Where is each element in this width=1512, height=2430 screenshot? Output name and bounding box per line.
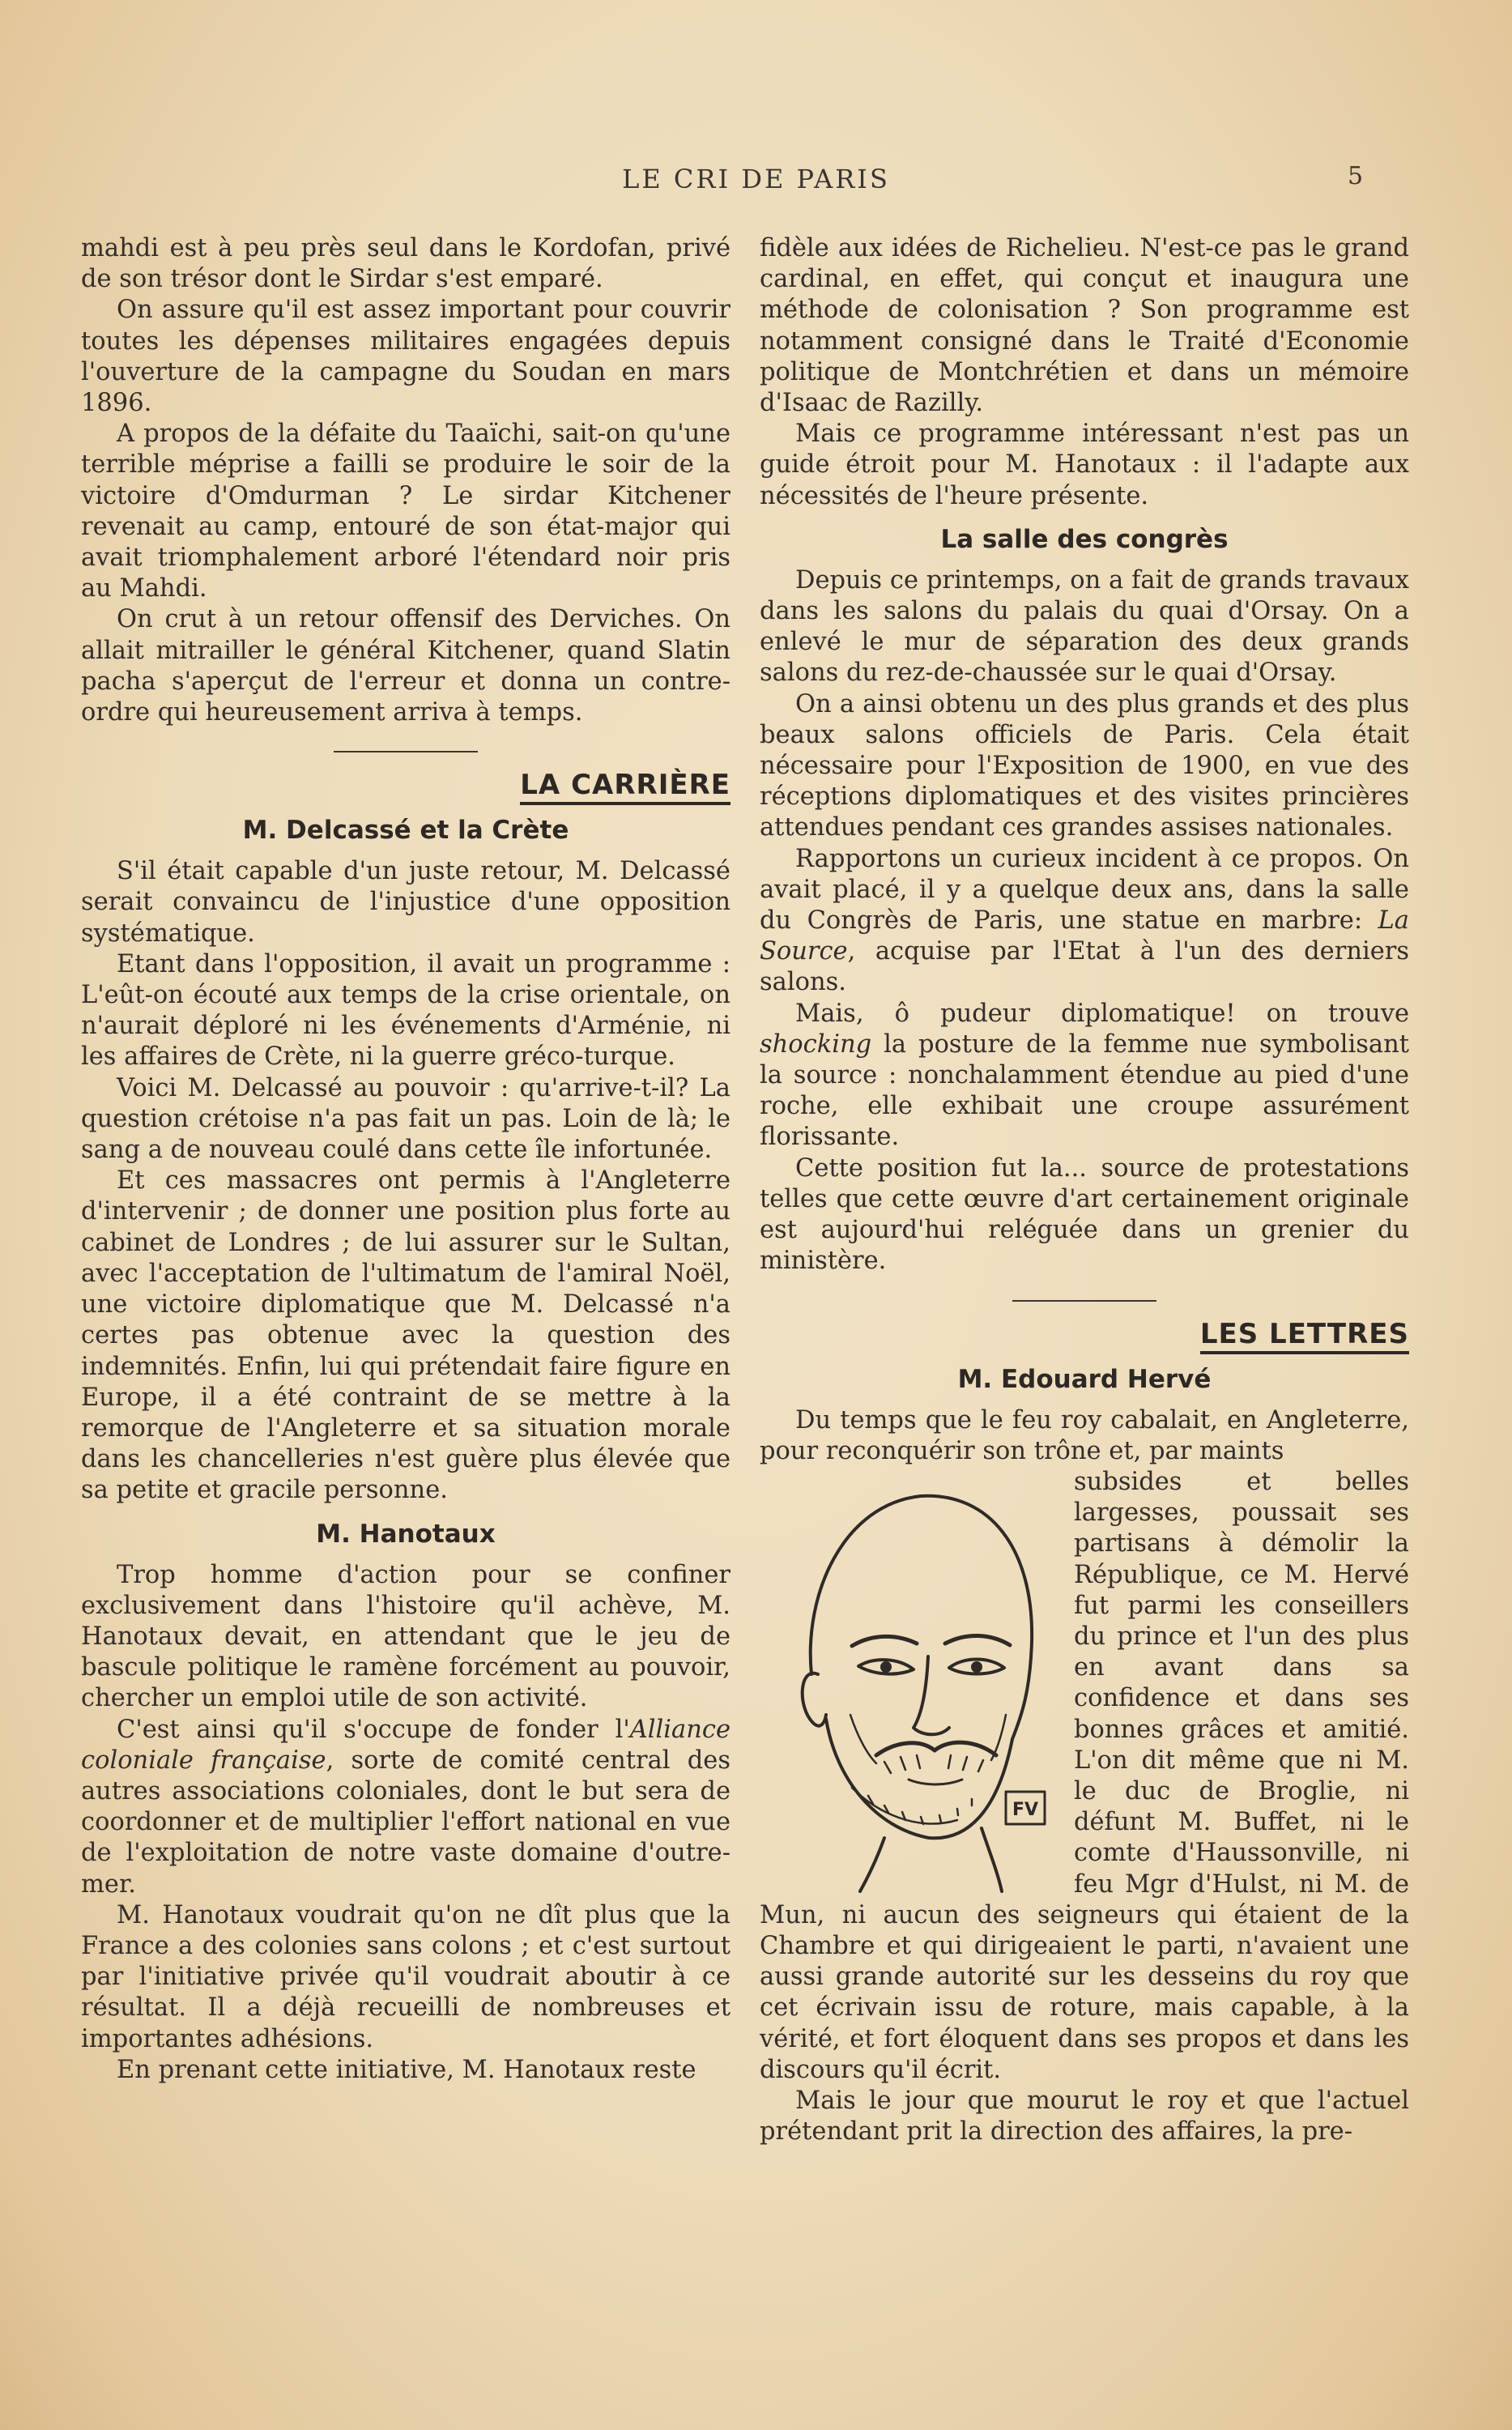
section-heading-text: LA CARRIÈRE	[520, 769, 730, 805]
paragraph: Cette position fut la... source de protestations telles que cette œuvre d'art certainement originale est aujourd'hui reléguée dans un grenier du ministère.	[760, 1153, 1409, 1276]
paragraph	[760, 999, 1409, 1153]
paragraph: A propos de la défaite du Taaïchi, sait-on qu'une terrible méprise a failli se produire le soir de la victoire d'Omdurman ? Le sirdar Kitchener revenait au camp, entouré de son état-major qui avait triomphalement arboré l'étendard noir pris au Mahdi.	[81, 420, 730, 603]
text-run: C'est ainsi qu'il s'occupe de fonder l'	[117, 1715, 630, 1744]
running-head: LE CRI DE PARIS	[622, 164, 890, 194]
italic-title: Alliance coloniale française	[81, 1715, 730, 1775]
section-heading-lettres	[760, 1316, 1409, 1352]
paragraph: Voici M. Delcassé au pouvoir : qu'arrive-t-il? La question crétoise n'a pas fait un pas. Loin de là; le sang a de nouveau coulé dans cette île infortunée.	[81, 1073, 730, 1165]
paragraph: S'il était capable d'un juste retour, M. Delcassé serait convaincu de l'injustice d'une opposition systématique.	[81, 857, 730, 948]
paragraph: Du temps que le feu roy cabalait, en Angleterre, pour reconquérir son trône et, par maints	[760, 1405, 1409, 1465]
text-run: Mais, ô pudeur diplomatique! on trouve	[795, 999, 1409, 1028]
paragraph: Mais ce programme intéressant n'est pas un guide étroit pour M. Hanotaux : il l'adapte aux nécessités de l'heure présente.	[760, 420, 1409, 510]
italic-title: La Source	[760, 906, 1409, 966]
paragraph: Depuis ce printemps, on a fait de grands travaux dans les salons du palais du quai d'Orsay. On a enlevé le mur de séparation des deux grands salons du rez-de-chaussée sur le quai d'Orsay.	[760, 565, 1409, 688]
paragraph: M. Hanotaux voudrait qu'on ne dît plus que la France a des colonies sans colons ; et c'est surtout par l'initiative privée qu'il voudrait aboutir à ce résultat. Il a déjà recueilli de nombreuses et importantes adhésions.	[81, 1900, 730, 2053]
section-divider	[334, 751, 478, 752]
paragraph: fidèle aux idées de Richelieu. N'est-ce pas le grand cardinal, en effet, qui conçut et inaugura une méthode de colonisation ? Son programme est notamment consigné dans le Traité d'Economie politique de Montchrétien et dans un mémoire d'Isaac de Razilly.	[760, 234, 1409, 418]
paragraph: Mais le jour que mourut le roy et que l'actuel prétendant prit la direction des affaires, la pre-	[760, 2086, 1409, 2146]
section-heading-text: LES LETTRES	[1200, 1318, 1409, 1354]
article-heading-delcasse: M. Delcassé et la Crète	[242, 816, 569, 846]
text-run: la posture de la femme nue symbolisant la source : nonchalamment étendue au pied d'une roche, elle exhibait une croupe assurément florissante.	[760, 1030, 1409, 1152]
paragraph: On assure qu'il est assez important pour couvrir toutes les dépenses militaires engagées depuis l'ouverture de la campagne du Soudan en mars 1896.	[81, 296, 730, 418]
section-divider	[1012, 1300, 1156, 1302]
section-heading-carriere	[81, 767, 730, 803]
portrait-monogram: FV	[1012, 1799, 1039, 1820]
paragraph: Et ces massacres ont permis à l'Angleterre d'intervenir ; de donner une position plus forte au cabinet de Londres ; de lui assurer sur le Sultan, avec l'acceptation de l'ultimatum de l'amiral Noël, une victoire diplomatique que M. Delcassé n'a certes pas obtenue avec la question des indemnités. Enfin, lui qui prétendait faire figure en Europe, il a été contraint de se mettre à la remorque de l'Angleterre et sa situation morale dans les chancelleries n'est guère plus élevée que sa petite et gracile personne.	[81, 1166, 730, 1505]
right-column	[760, 233, 1409, 2147]
paragraph	[81, 1715, 730, 1900]
article-heading-herve: M. Edouard Hervé	[957, 1364, 1212, 1394]
paragraph: subsides et belles largesses, poussait ses partisans à démolir la République, ce M. Hervé fut parmi les conseillers du prince et l'un des plus en avant dans sa confidence et dans ses bonnes grâces et amitié. L'on dit même que ni M. le duc de Broglie, ni défunt M. Buffet, ni le comte d'Haussonville, ni feu Mgr d'Hulst, ni M. de Mun, ni aucun des seigneurs qui étaient de la Chambre et qui dirigeaient le parti, n'avaient une aussi grande autorité sur les desseins du roy que cet écrivain issu de roture, mais capable, à la vérité, et fort éloquent dans ses propos et dans les discours qu'il écrit.	[760, 1467, 1409, 2084]
portrait-illustration	[755, 1472, 1063, 1893]
paragraph: mahdi est à peu près seul dans le Kordofan, privé de son trésor dont le Sirdar s'est emparé.	[81, 234, 730, 294]
portrait-sketch	[755, 1472, 1063, 1893]
paragraph: On a ainsi obtenu un des plus grands et des plus beaux salons officiels de Paris. Cela était nécessaire pour l'Exposition de 1900, en vue des réceptions diplomatiques et des visites princières attendues pendant ces grandes assises nationales.	[760, 689, 1409, 842]
paragraph: Etant dans l'opposition, il avait un programme : L'eût-on écouté aux temps de la crise orientale, on n'aurait déploré ni les événements d'Arménie, ni les affaires de Crète, ni la guerre gréco-turque.	[81, 949, 730, 1072]
text-run: , sorte de comité central des autres associations coloniales, dont le but sera de coordonner et de multiplier l'effort national en vue de l'exploitation de notre vaste domaine d'outre-mer.	[81, 1746, 730, 1899]
article-heading-salle: La salle des congrès	[940, 524, 1229, 554]
page-number: 5	[1348, 162, 1364, 190]
italic-word: shocking	[760, 1030, 872, 1059]
text-run: Rapportons un curieux incident à ce propos. On avait placé, il y a quelque deux ans, dans la salle du Congrès de Paris, une statue en marbre:	[760, 844, 1409, 936]
article-heading-hanotaux: M. Hanotaux	[316, 1519, 496, 1549]
left-column	[81, 233, 730, 2086]
paragraph: Trop homme d'action pour se confiner exclusivement dans l'histoire qu'il achève, M. Hanotaux devait, en attendant que le jeu de bascule politique le ramène forcément au pouvoir, chercher un emploi utile de son activité.	[81, 1560, 730, 1713]
paragraph: On crut à un retour offensif des Derviches. On allait mitrailler le général Kitchener, quand Slatin pacha s'aperçut de l'erreur et donna un contre-ordre qui heureusement arriva à temps.	[81, 605, 730, 727]
text-run: , acquise par l'Etat à l'un des derniers salons.	[760, 937, 1409, 997]
paragraph: En prenant cette initiative, M. Hanotaux reste	[117, 2055, 696, 2084]
paragraph	[760, 844, 1409, 999]
